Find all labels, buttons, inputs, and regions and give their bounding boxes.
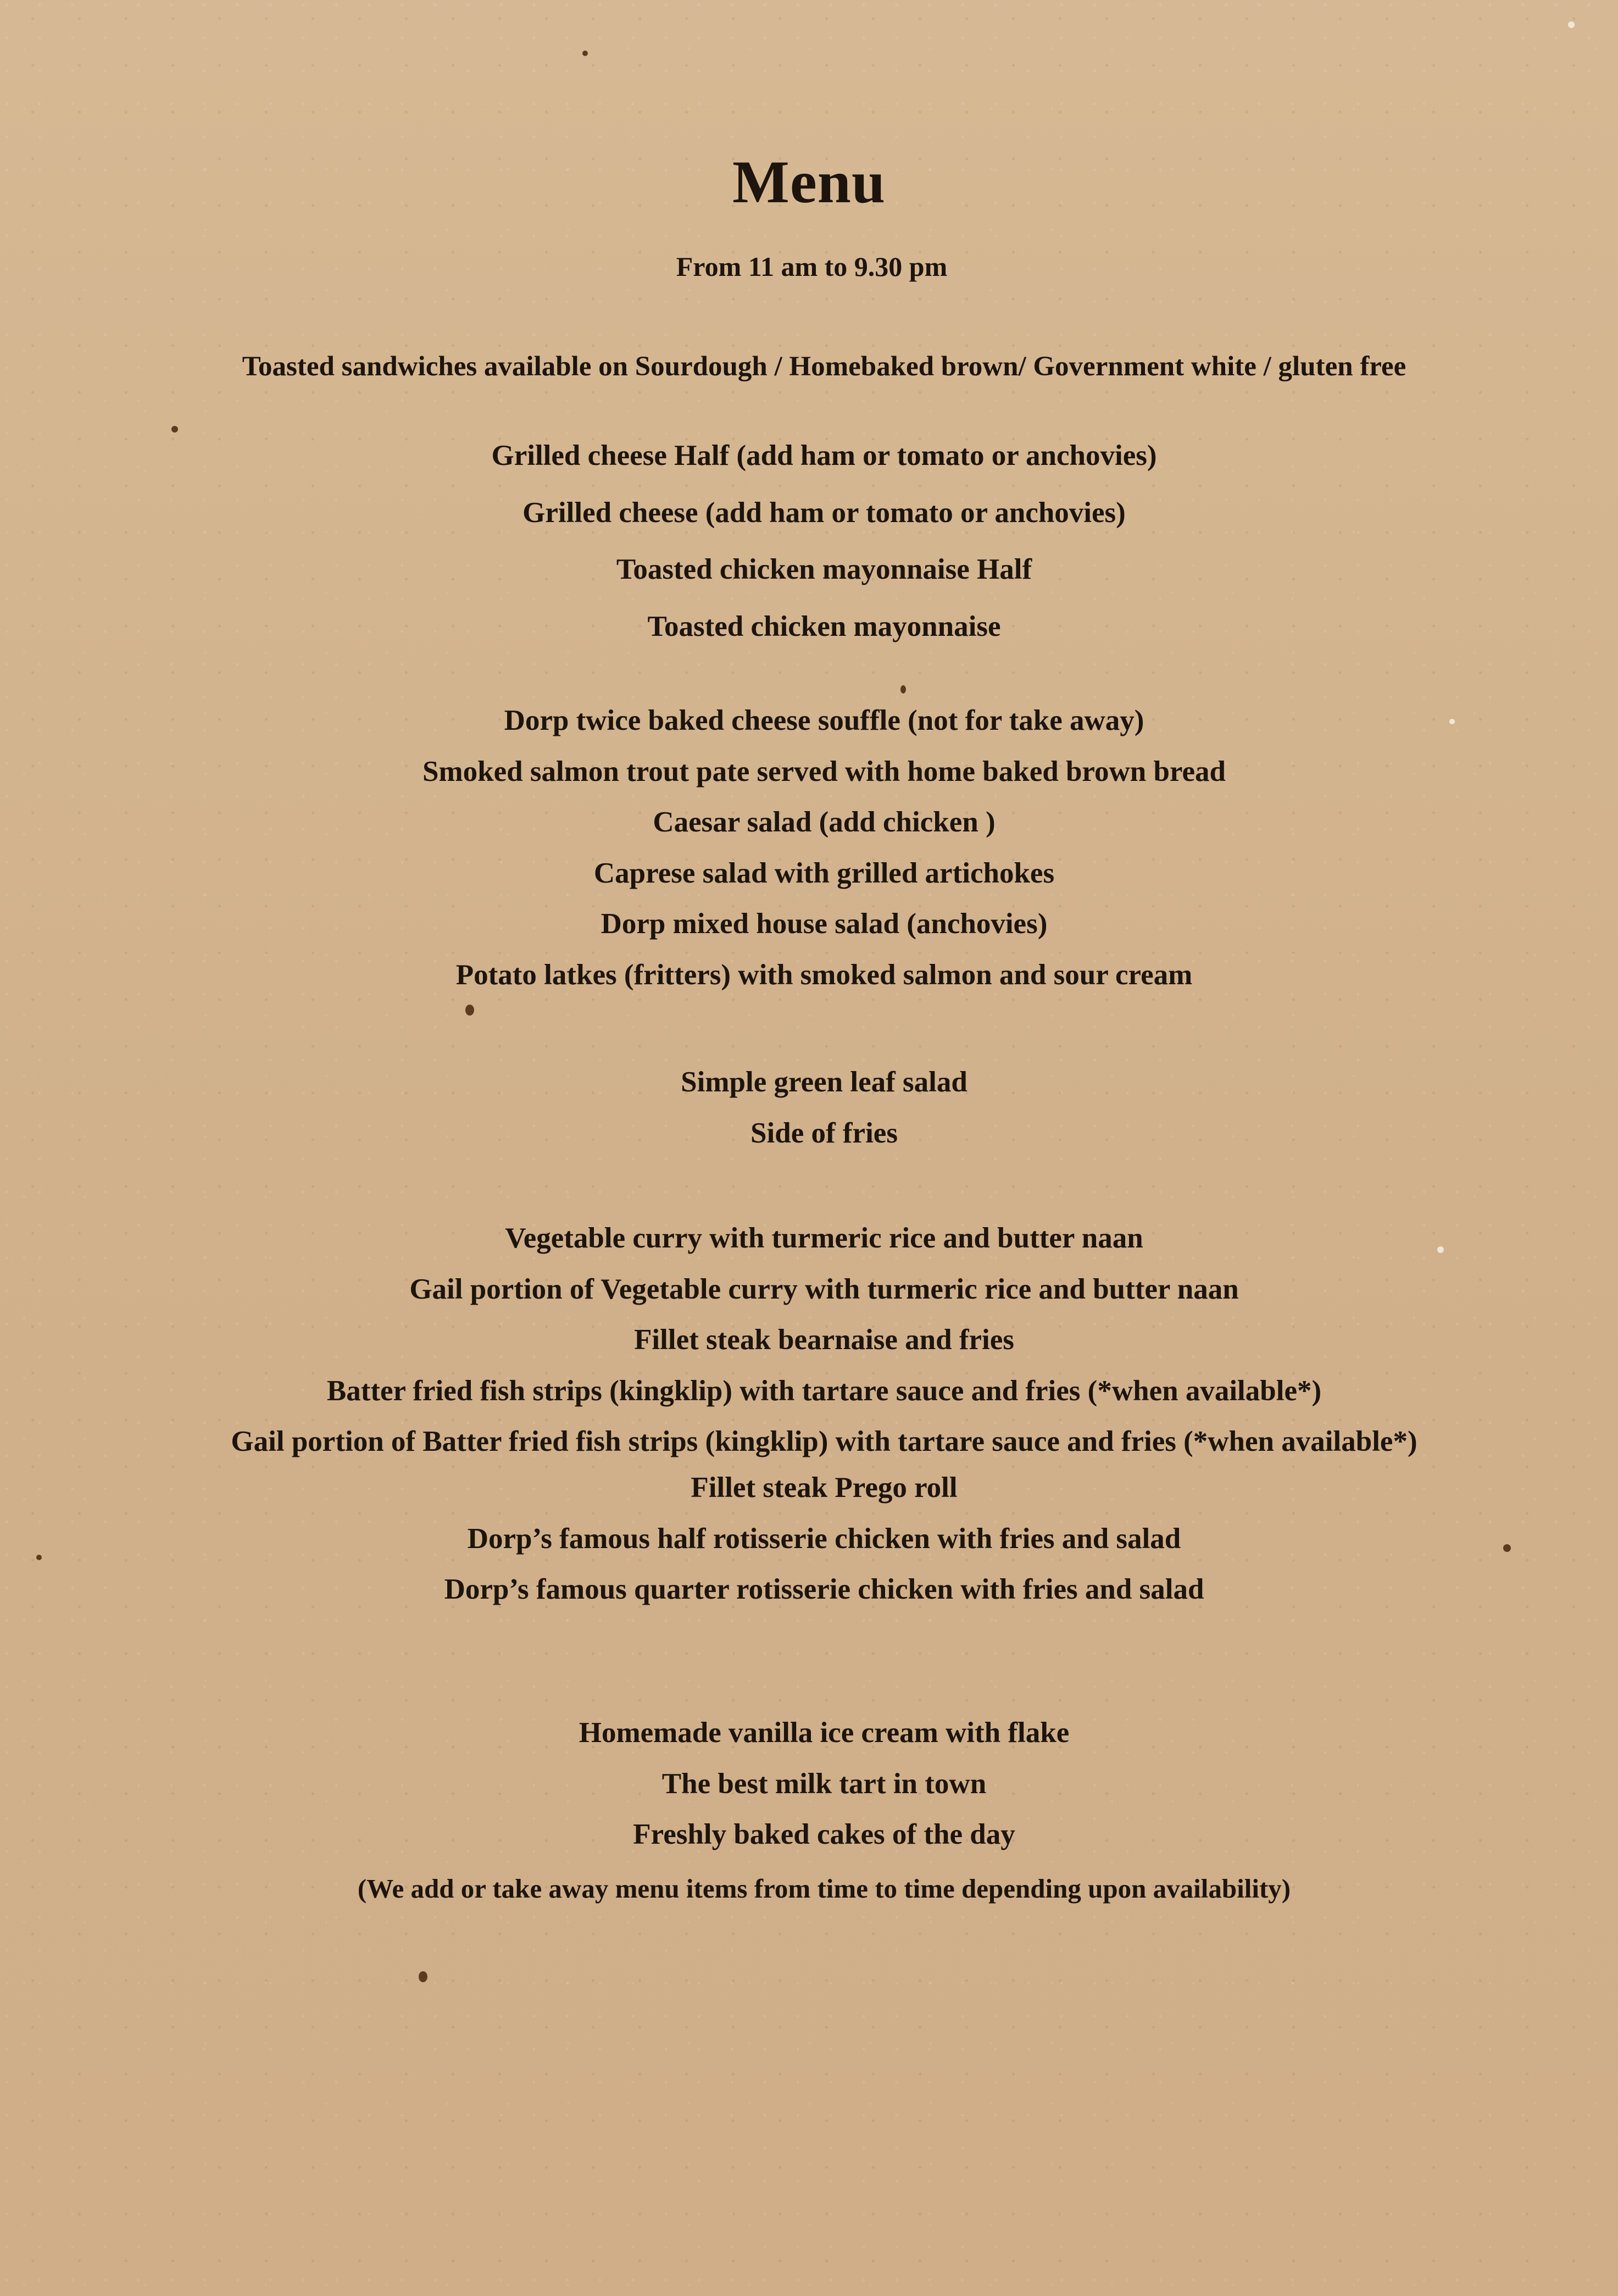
menu-item: Toasted chicken mayonnaise Half <box>616 553 1032 586</box>
menu-item: The best milk tart in town <box>661 1767 987 1800</box>
paper-speck <box>900 685 906 694</box>
menu-item: Gail portion of Batter fried fish strips (kingklip) with tartare sauce and fries (*when available*) <box>231 1426 1417 1458</box>
service-hours: From 11 am to 9.30 pm <box>676 251 948 282</box>
paper-speck <box>419 1971 427 1982</box>
paper-speck <box>582 51 588 56</box>
paper-speck <box>465 1005 474 1016</box>
menu-item: Vegetable curry with turmeric rice and butter naan <box>505 1222 1143 1254</box>
menu-item: Caprese salad with grilled artichokes <box>593 857 1055 889</box>
paper-speck <box>1437 1246 1444 1253</box>
menu-item: Dorp’s famous quarter rotisserie chicken with fries and salad <box>444 1573 1204 1606</box>
menu-item: Dorp’s famous half rotisserie chicken with fries and salad <box>467 1522 1181 1555</box>
mains-section <box>220 1221 1428 1607</box>
menu-item: Homemade vanilla ice cream with flake <box>579 1717 1070 1749</box>
sides-section <box>220 1065 1428 1151</box>
menu-item: Dorp mixed house salad (anchovies) <box>601 908 1048 940</box>
menu-item: Batter fried fish strips (kingklip) with tartare sauce and fries (*when available*) <box>326 1374 1322 1407</box>
menu-title: Menu <box>732 148 886 215</box>
menu-item: Grilled cheese (add ham or tomato or anchovies) <box>522 496 1126 529</box>
menu-item: Toasted chicken mayonnaise <box>647 610 1001 642</box>
menu-item: Potato latkes (fritters) with smoked salmon and sour cream <box>455 958 1193 991</box>
menu-item: Dorp twice baked cheese souffle (not for take away) <box>504 705 1144 736</box>
menu-item: Grilled cheese Half (add ham or tomato or anchovies) <box>491 440 1157 472</box>
menu-item: Freshly baked cakes of the day <box>633 1818 1015 1851</box>
paper-speck <box>1449 719 1455 724</box>
starters-section <box>220 703 1428 993</box>
menu-item: Gail portion of Vegetable curry with turmeric rice and butter naan <box>409 1273 1239 1305</box>
menu-item: Fillet steak bearnaise and fries <box>634 1324 1014 1356</box>
paper-speck <box>171 426 178 432</box>
sandwiches-section <box>220 439 1428 644</box>
menu-item: Side of fries <box>750 1117 898 1149</box>
desserts-section <box>220 1716 1428 1853</box>
paper-speck <box>1503 1544 1511 1552</box>
availability-footnote: (We add or take away menu items from time to time depending upon availability) <box>357 1873 1291 1904</box>
menu-item: Simple green leaf salad <box>681 1066 968 1098</box>
paper-speck <box>1568 21 1575 28</box>
sandwich-options-note: Toasted sandwiches available on Sourdough / Homebaked brown/ Government white / gluten free <box>242 351 1406 382</box>
paper-speck <box>36 1555 42 1560</box>
menu-item: Caesar salad (add chicken ) <box>653 806 996 839</box>
menu-item: Smoked salmon trout pate served with home baked brown bread <box>422 755 1226 787</box>
menu-item: Fillet steak Prego roll <box>691 1471 958 1504</box>
